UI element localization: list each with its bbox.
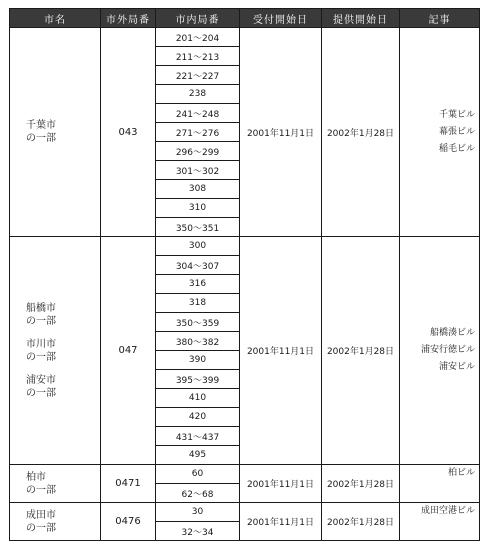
note-building: 浦安行徳ビル [420,345,475,355]
local-code-cell: 62～68 [156,484,240,503]
local-code-cell: 238 [156,85,240,104]
header-local-code: 市内局番 [156,9,240,28]
note-building: 浦安ビル [438,362,475,372]
local-code-cell: 310 [156,199,240,218]
start-date-cell: 2002年1月28日 [322,237,400,465]
area-code-cell: 043 [101,28,156,237]
accept-date-cell: 2001年11月1日 [240,465,322,503]
document-page [9,8,480,541]
area-code-cell: 0476 [101,503,156,541]
start-date-cell: 2002年1月28日 [322,465,400,503]
city-part-label: の一部 [26,133,56,144]
header-accept-date: 受付開始日 [240,9,322,28]
city-part-label: の一部 [26,484,56,496]
local-code-cell: 380～382 [156,332,240,351]
local-code-cell: 395～399 [156,370,240,389]
city-cell [10,503,101,541]
header-start-date: 提供開始日 [322,9,400,28]
city-name: 浦安市 [26,374,56,386]
table-row [10,237,480,256]
note-building: 成田空港ビル [420,506,475,516]
local-code-cell: 30 [156,503,240,522]
start-date-cell: 2002年1月28日 [322,503,400,541]
header-notes: 記事 [400,9,480,28]
note-building: 稲毛ビル [438,143,475,154]
city-name: 成田市 [26,509,56,521]
local-code-cell: 301～302 [156,161,240,180]
local-code-cell: 201～204 [156,28,240,47]
accept-date-cell: 2001年11月1日 [240,28,322,237]
local-code-cell: 390 [156,351,240,370]
city-part-label: の一部 [26,387,56,399]
local-code-cell: 304～307 [156,256,240,275]
local-code-cell: 420 [156,408,240,427]
local-code-cell: 410 [156,389,240,408]
local-code-cell: 495 [156,446,240,465]
city-name: 船橋市 [26,302,56,314]
city-cell [10,28,101,237]
city-cell [10,465,101,503]
local-code-cell: 316 [156,275,240,294]
accept-date-cell: 2001年11月1日 [240,237,322,465]
local-code-cell: 350～359 [156,313,240,332]
local-code-cell: 296～299 [156,142,240,161]
local-code-cell: 271～276 [156,123,240,142]
note-building: 柏ビル [447,468,475,478]
notes-cell [400,503,480,541]
table-row [10,465,480,484]
table-body [10,28,480,541]
note-building: 千葉ビル [438,109,475,120]
city-name: 柏市 [26,471,46,483]
notes-cell [400,28,480,237]
local-code-cell: 221～227 [156,66,240,85]
local-code-cell: 350～351 [156,218,240,237]
local-code-cell: 318 [156,294,240,313]
local-code-cell: 308 [156,180,240,199]
accept-date-cell: 2001年11月1日 [240,503,322,541]
area-code-cell: 0471 [101,465,156,503]
local-code-cell: 60 [156,465,240,484]
local-code-cell: 32～34 [156,522,240,541]
note-building: 船橋湊ビル [429,328,475,338]
local-code-cell: 211～213 [156,47,240,66]
header-row [10,9,480,28]
start-date-cell: 2002年1月28日 [322,28,400,237]
note-building: 幕張ビル [438,126,475,137]
city-part-label: の一部 [26,522,56,534]
header-area-code: 市外局番 [101,9,156,28]
local-code-cell: 431～437 [156,427,240,446]
notes-cell [400,465,480,503]
city-name: 市川市 [26,338,56,350]
area-code-cell: 047 [101,237,156,465]
table-row [10,28,480,47]
city-name: 千葉市 [26,120,56,131]
city-gap [26,364,100,374]
city-cell [10,237,101,465]
header-city: 市名 [10,9,101,28]
table-row [10,503,480,522]
city-gap [26,328,100,338]
city-part-label: の一部 [26,315,56,327]
table-header [10,9,480,28]
area-code-table [9,8,480,541]
city-part-label: の一部 [26,351,56,363]
local-code-cell: 241～248 [156,104,240,123]
notes-cell [400,237,480,465]
local-code-cell: 300 [156,237,240,256]
